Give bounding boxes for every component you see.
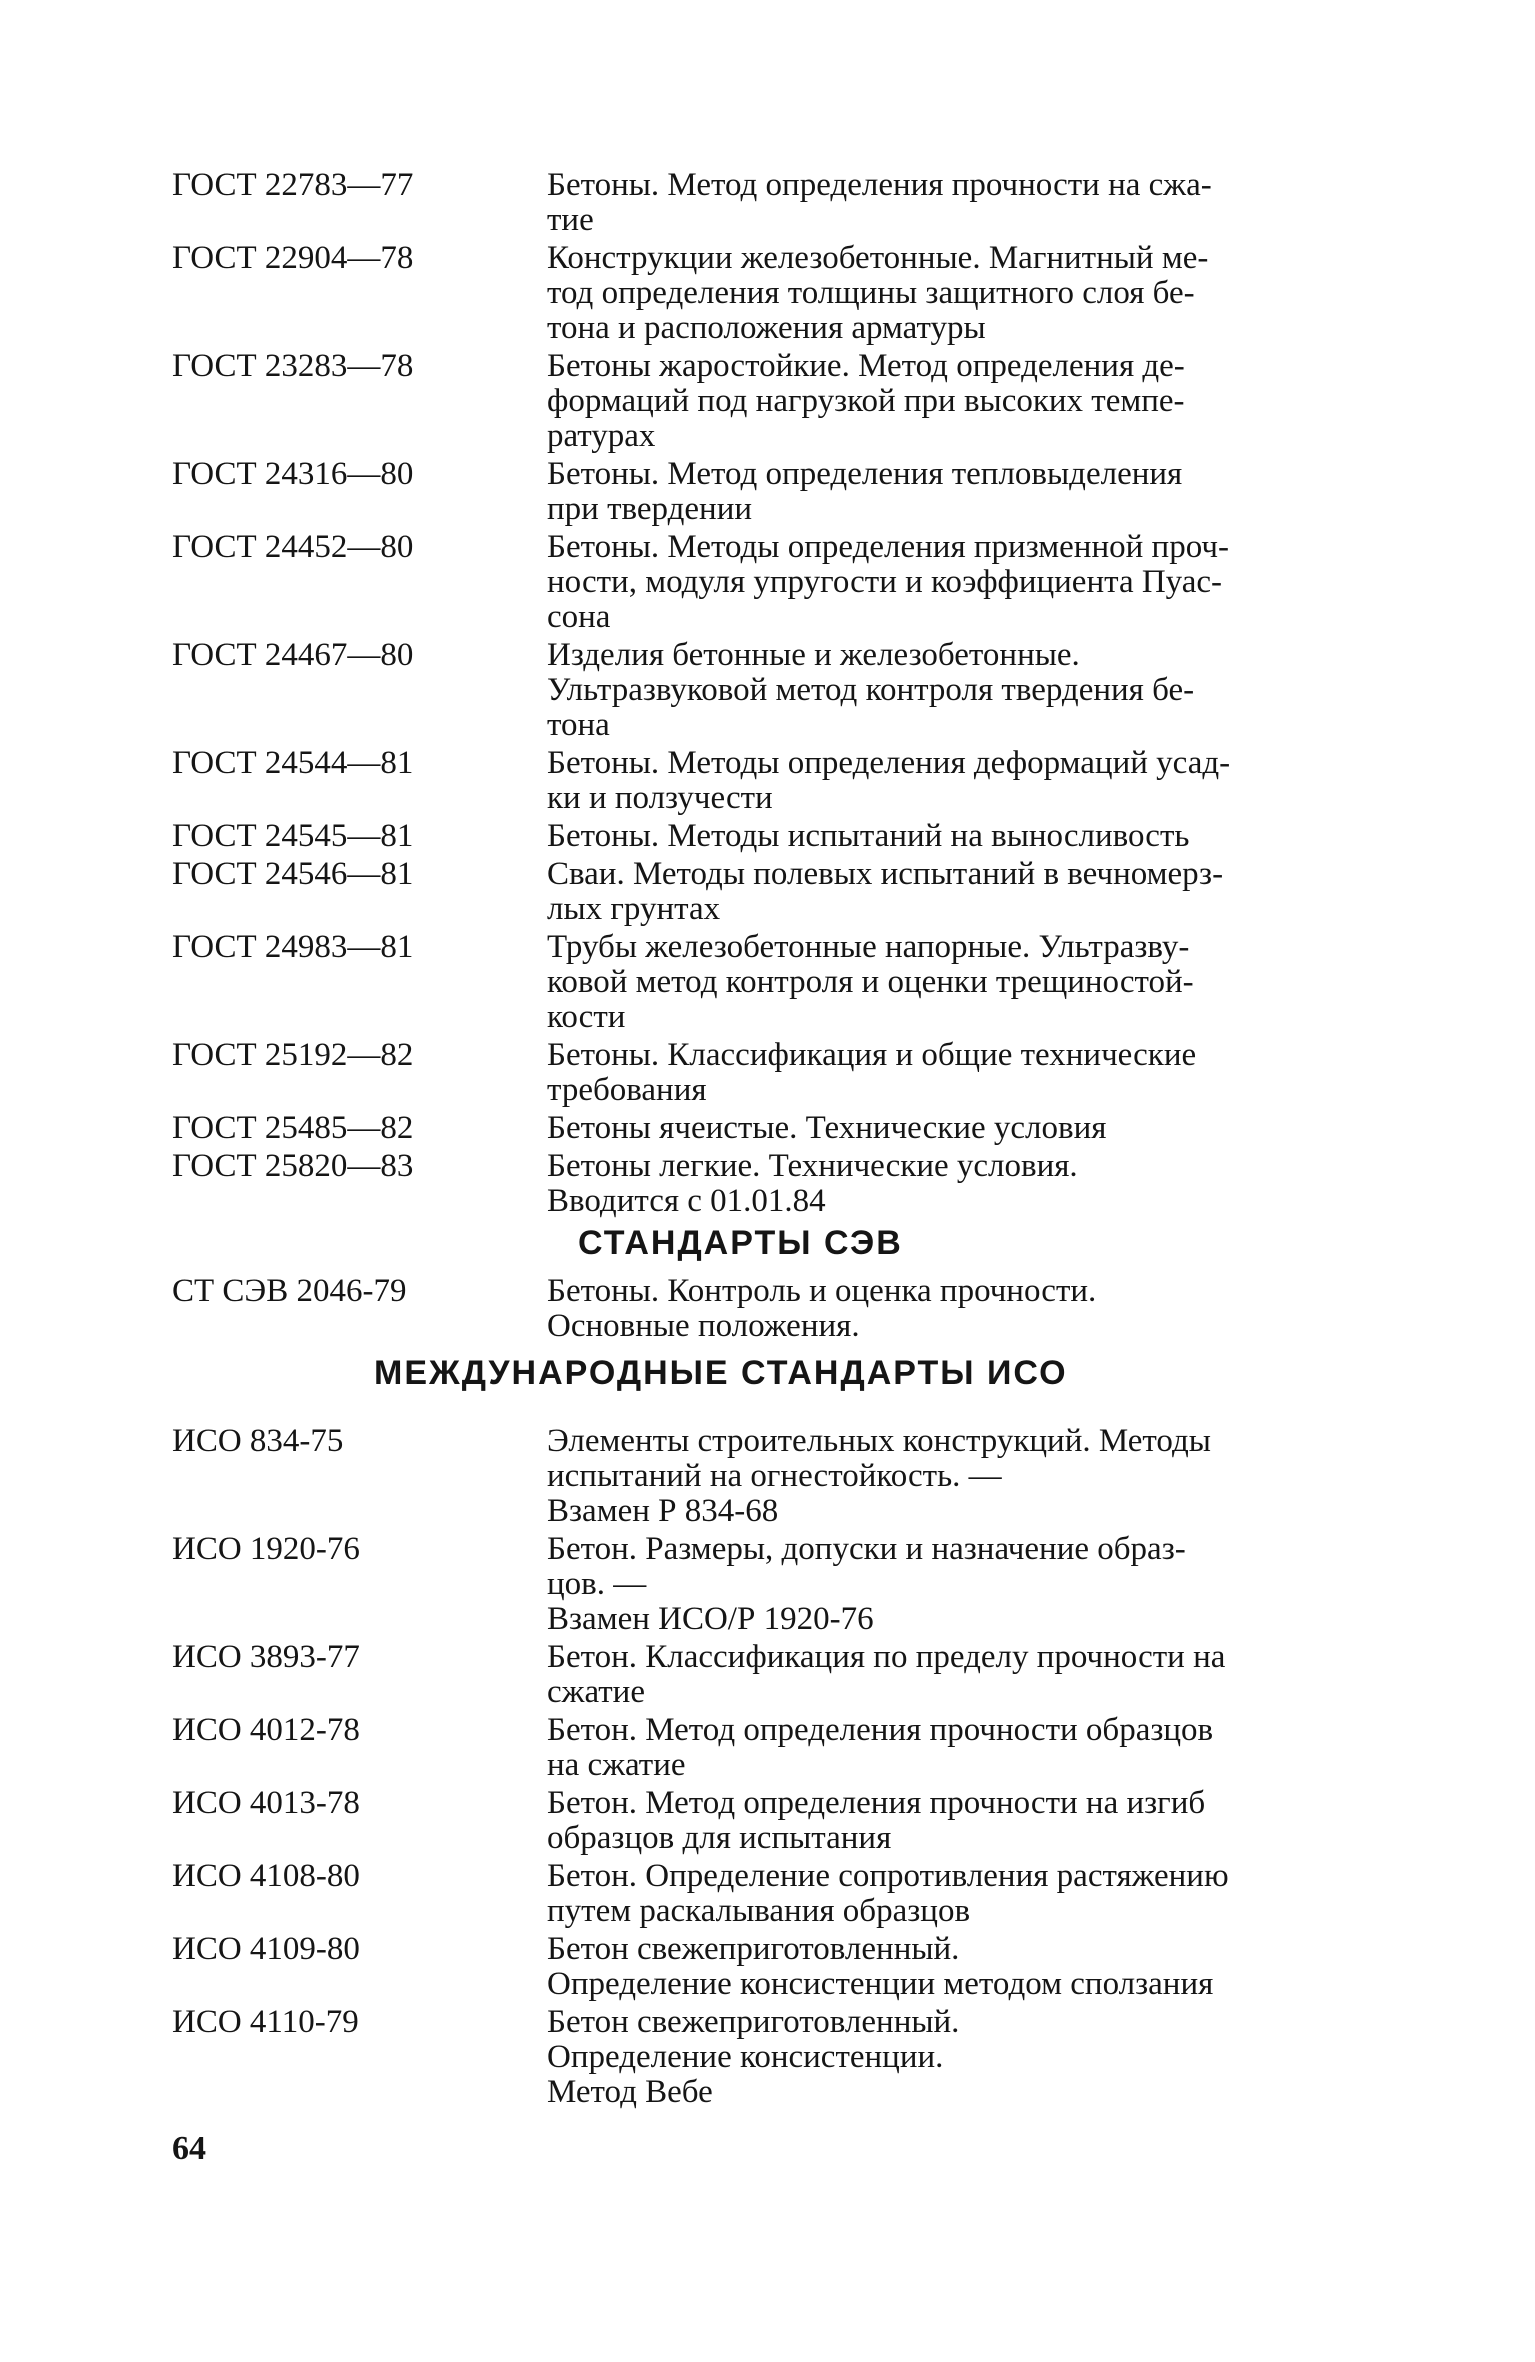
standard-title: Бетон. Размеры, допуски и назначение образ- цов. — Взамен ИСО/Р 1920-76 — [547, 1531, 1186, 1637]
standard-title: Бетоны. Классификация и общие технические требования — [547, 1037, 1197, 1108]
standard-entry — [0, 857, 1535, 927]
standard-title: Бетоны. Метод определения прочности на сжа- тие — [547, 167, 1212, 238]
standard-entry — [0, 1859, 1535, 1929]
standard-title: Конструкции железобетонные. Магнитный ме- тод определения толщины защитного слоя бе- тона и расположения арматуры — [547, 240, 1209, 346]
standard-entry — [0, 1424, 1535, 1529]
standard-code: ИСО 4108-80 — [172, 1858, 360, 1894]
sev-standards-heading: СТАНДАРТЫ СЭВ — [578, 1224, 903, 1262]
standard-entry — [0, 1932, 1535, 2002]
standard-entry — [0, 241, 1535, 346]
standard-code: ГОСТ 24467—80 — [172, 637, 414, 673]
standard-code: ИСО 4012-78 — [172, 1712, 360, 1748]
standard-entry — [0, 1038, 1535, 1108]
iso-standards-heading: МЕЖДУНАРОДНЫЕ СТАНДАРТЫ ИСО — [374, 1354, 1068, 1392]
standard-title: Бетоны легкие. Технические условия. Вводится с 01.01.84 — [547, 1148, 1078, 1219]
standard-code: ГОСТ 25192—82 — [172, 1037, 414, 1073]
standard-code: СТ СЭВ 2046-79 — [172, 1273, 407, 1309]
standard-code: ИСО 1920-76 — [172, 1531, 360, 1567]
standard-entry — [0, 746, 1535, 816]
standard-entry — [0, 1111, 1535, 1146]
standard-title: Изделия бетонные и железобетонные. Ультразвуковой метод контроля твердения бе- тона — [547, 637, 1195, 743]
gost-standards-list — [0, 168, 1535, 1222]
standard-title: Бетоны. Метод определения тепловыделения при твердении — [547, 456, 1183, 527]
page-number: 64 — [172, 2130, 206, 2167]
standard-entry — [0, 457, 1535, 527]
standard-entry — [0, 1274, 1535, 1344]
standard-title: Бетон. Метод определения прочности на изгиб образцов для испытания — [547, 1785, 1206, 1856]
standard-code: ГОСТ 24316—80 — [172, 456, 414, 492]
standard-code: ИСО 4110-79 — [172, 2004, 359, 2040]
sev-standards-list — [0, 1274, 1535, 1347]
standard-title: Бетоны. Методы испытаний на выносливость — [547, 818, 1190, 854]
standard-code: ГОСТ 24545—81 — [172, 818, 414, 854]
standard-entry — [0, 638, 1535, 743]
standard-title: Бетоны ячеистые. Технические условия — [547, 1110, 1107, 1146]
standard-title: Бетоны. Контроль и оценка прочности. Основные положения. — [547, 1273, 1097, 1344]
standard-title: Сваи. Методы полевых испытаний в вечномерз- лых грунтах — [547, 856, 1224, 927]
iso-standards-list — [0, 1424, 1535, 2113]
standard-entry — [0, 1640, 1535, 1710]
standard-title: Бетон свежеприготовленный. Определение консистенции. Метод Вебе — [547, 2004, 960, 2110]
standard-title: Бетон. Классификация по пределу прочности на сжатие — [547, 1639, 1226, 1710]
standard-title: Бетон свежеприготовленный. Определение консистенции методом сползания — [547, 1931, 1214, 2002]
standard-entry — [0, 1532, 1535, 1637]
standard-code: ИСО 834-75 — [172, 1423, 344, 1459]
standard-code: ГОСТ 22783—77 — [172, 167, 414, 203]
standard-title: Элементы строительных конструкций. Методы испытаний на огнестойкость. — Взамен Р 834-68 — [547, 1423, 1211, 1529]
standard-code: ГОСТ 23283—78 — [172, 348, 414, 384]
standard-entry — [0, 349, 1535, 454]
standard-code: ИСО 3893-77 — [172, 1639, 360, 1675]
standard-title: Трубы железобетонные напорные. Ультразву- ковой метод контроля и оценки трещиностой- кости — [547, 929, 1194, 1035]
standard-title: Бетоны. Методы определения деформаций усад- ки и ползучести — [547, 745, 1231, 816]
standard-code: ИСО 4109-80 — [172, 1931, 360, 1967]
standard-title: Бетоны. Методы определения призменной проч- ности, модуля упругости и коэффициента Пуас- сона — [547, 529, 1229, 635]
standard-entry — [0, 2005, 1535, 2110]
standard-title: Бетон. Метод определения прочности образцов на сжатие — [547, 1712, 1214, 1783]
standard-entry — [0, 530, 1535, 635]
standard-entry — [0, 1713, 1535, 1783]
standard-entry — [0, 168, 1535, 238]
standard-code: ГОСТ 24983—81 — [172, 929, 414, 965]
standard-code: ГОСТ 24544—81 — [172, 745, 414, 781]
standard-code: ИСО 4013-78 — [172, 1785, 360, 1821]
standard-code: ГОСТ 24452—80 — [172, 529, 414, 565]
standard-code: ГОСТ 24546—81 — [172, 856, 414, 892]
standard-entry — [0, 819, 1535, 854]
standard-entry — [0, 1786, 1535, 1856]
standard-title: Бетоны жаростойкие. Метод определения де- формаций под нагрузкой при высоких темпе- ратурах — [547, 348, 1185, 454]
standard-entry — [0, 930, 1535, 1035]
standard-entry — [0, 1149, 1535, 1219]
standard-code: ГОСТ 22904—78 — [172, 240, 414, 276]
standard-title: Бетон. Определение сопротивления растяжению путем раскалывания образцов — [547, 1858, 1229, 1929]
standard-code: ГОСТ 25485—82 — [172, 1110, 414, 1146]
standard-code: ГОСТ 25820—83 — [172, 1148, 414, 1184]
